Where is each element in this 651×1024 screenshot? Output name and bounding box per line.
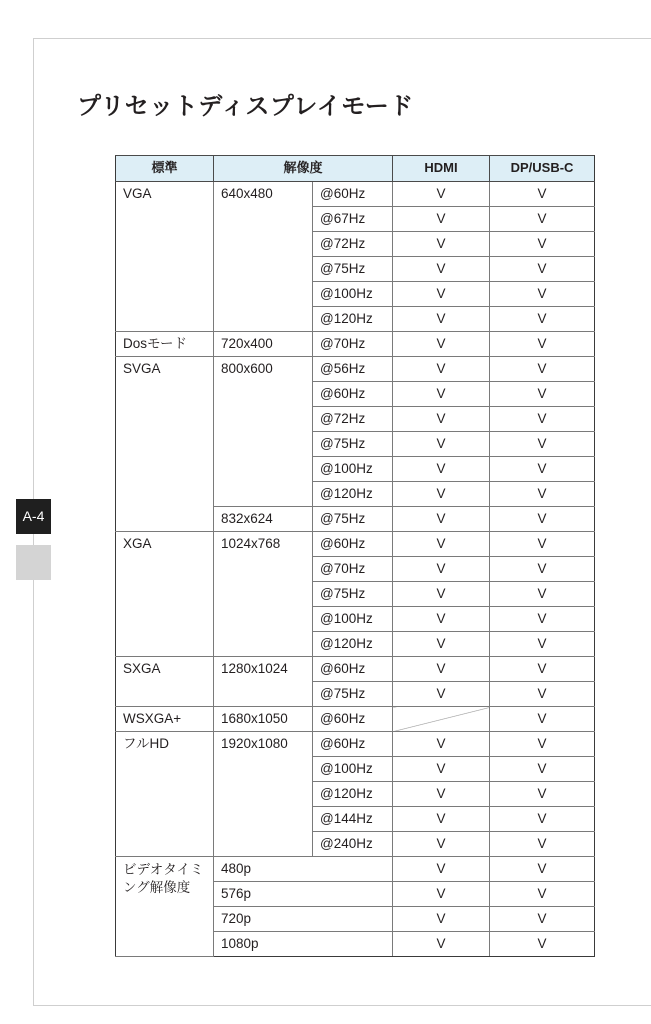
hdmi-cell: V [393, 482, 490, 507]
frequency-cell: @67Hz [313, 207, 393, 232]
hdmi-cell: V [393, 457, 490, 482]
dp-cell: V [490, 332, 595, 357]
mode-cell: ビデオタイミング解像度 [116, 857, 214, 957]
dp-cell: V [490, 457, 595, 482]
hdmi-cell: V [393, 807, 490, 832]
dp-cell: V [490, 432, 595, 457]
dp-cell: V [490, 857, 595, 882]
dp-cell: V [490, 307, 595, 332]
frequency-cell: @75Hz [313, 257, 393, 282]
resolution-cell: 480p [214, 857, 393, 882]
dp-cell: V [490, 757, 595, 782]
dp-cell: V [490, 282, 595, 307]
resolution-cell: 1680x1050 [214, 707, 313, 732]
hdmi-cell: V [393, 882, 490, 907]
hdmi-cell: V [393, 332, 490, 357]
dp-cell: V [490, 607, 595, 632]
frequency-cell: @72Hz [313, 232, 393, 257]
hdmi-cell: V [393, 207, 490, 232]
hdmi-cell: V [393, 582, 490, 607]
hdmi-cell: V [393, 282, 490, 307]
frequency-cell: @70Hz [313, 557, 393, 582]
hdmi-cell: V [393, 607, 490, 632]
dp-cell: V [490, 232, 595, 257]
frequency-cell: @120Hz [313, 307, 393, 332]
hdmi-cell: V [393, 657, 490, 682]
mode-cell: WSXGA+ [116, 707, 214, 732]
preset-display-mode-table [115, 155, 595, 957]
hdmi-cell: V [393, 432, 490, 457]
hdmi-cell: V [393, 732, 490, 757]
hdmi-cell: V [393, 907, 490, 932]
hdmi-cell: V [393, 257, 490, 282]
frequency-cell: @144Hz [313, 807, 393, 832]
resolution-cell: 832x624 [214, 507, 313, 532]
hdmi-cell: V [393, 507, 490, 532]
hdmi-cell: V [393, 682, 490, 707]
resolution-cell: 1280x1024 [214, 657, 313, 707]
header-hdmi: HDMI [393, 156, 490, 182]
dp-cell: V [490, 532, 595, 557]
dp-cell: V [490, 732, 595, 757]
frequency-cell: @100Hz [313, 457, 393, 482]
dp-cell: V [490, 257, 595, 282]
hdmi-cell: V [393, 407, 490, 432]
hdmi-not-supported-cell [393, 707, 490, 732]
hdmi-cell: V [393, 632, 490, 657]
mode-cell: SVGA [116, 357, 214, 532]
frequency-cell: @60Hz [313, 182, 393, 207]
mode-cell: フルHD [116, 732, 214, 857]
dp-cell: V [490, 832, 595, 857]
dp-cell: V [490, 807, 595, 832]
frequency-cell: @240Hz [313, 832, 393, 857]
resolution-cell: 576p [214, 882, 393, 907]
hdmi-cell: V [393, 532, 490, 557]
dp-cell: V [490, 707, 595, 732]
page-number-tab: A-4 [16, 499, 51, 534]
header-standard: 標準 [116, 156, 214, 182]
hdmi-cell: V [393, 832, 490, 857]
table-row [116, 332, 595, 357]
resolution-cell: 1920x1080 [214, 732, 313, 857]
hdmi-cell: V [393, 357, 490, 382]
side-marker-block [16, 545, 51, 580]
table-row [116, 532, 595, 557]
dp-cell: V [490, 407, 595, 432]
hdmi-cell: V [393, 857, 490, 882]
frequency-cell: @60Hz [313, 532, 393, 557]
resolution-cell: 640x480 [214, 182, 313, 332]
dp-cell: V [490, 882, 595, 907]
dp-cell: V [490, 357, 595, 382]
frequency-cell: @75Hz [313, 682, 393, 707]
table-header-row [116, 156, 595, 182]
page-title: プリセットディスプレイモード [77, 92, 414, 120]
hdmi-cell: V [393, 382, 490, 407]
frequency-cell: @75Hz [313, 432, 393, 457]
frequency-cell: @75Hz [313, 507, 393, 532]
frequency-cell: @60Hz [313, 707, 393, 732]
table-row [116, 857, 595, 882]
dp-cell: V [490, 507, 595, 532]
hdmi-cell: V [393, 557, 490, 582]
header-dp-usbc: DP/USB-C [490, 156, 595, 182]
frequency-cell: @60Hz [313, 732, 393, 757]
frequency-cell: @60Hz [313, 657, 393, 682]
dp-cell: V [490, 582, 595, 607]
dp-cell: V [490, 907, 595, 932]
table-row [116, 182, 595, 207]
frequency-cell: @100Hz [313, 607, 393, 632]
dp-cell: V [490, 182, 595, 207]
table-row [116, 707, 595, 732]
hdmi-cell: V [393, 307, 490, 332]
resolution-cell: 720x400 [214, 332, 313, 357]
hdmi-cell: V [393, 232, 490, 257]
mode-cell: XGA [116, 532, 214, 657]
hdmi-cell: V [393, 782, 490, 807]
frequency-cell: @100Hz [313, 757, 393, 782]
hdmi-cell: V [393, 182, 490, 207]
mode-cell: SXGA [116, 657, 214, 707]
mode-cell: Dosモード [116, 332, 214, 357]
frequency-cell: @72Hz [313, 407, 393, 432]
frequency-cell: @120Hz [313, 482, 393, 507]
header-resolution: 解像度 [214, 156, 393, 182]
frequency-cell: @60Hz [313, 382, 393, 407]
hdmi-cell: V [393, 757, 490, 782]
frequency-cell: @120Hz [313, 632, 393, 657]
table-row [116, 357, 595, 382]
dp-cell: V [490, 682, 595, 707]
table-row [116, 657, 595, 682]
resolution-cell: 1024x768 [214, 532, 313, 657]
frequency-cell: @70Hz [313, 332, 393, 357]
dp-cell: V [490, 657, 595, 682]
frequency-cell: @75Hz [313, 582, 393, 607]
dp-cell: V [490, 482, 595, 507]
dp-cell: V [490, 382, 595, 407]
dp-cell: V [490, 632, 595, 657]
dp-cell: V [490, 207, 595, 232]
frequency-cell: @120Hz [313, 782, 393, 807]
dp-cell: V [490, 932, 595, 957]
frequency-cell: @56Hz [313, 357, 393, 382]
resolution-cell: 1080p [214, 932, 393, 957]
mode-cell: VGA [116, 182, 214, 332]
frequency-cell: @100Hz [313, 282, 393, 307]
table-row [116, 732, 595, 757]
dp-cell: V [490, 782, 595, 807]
dp-cell: V [490, 557, 595, 582]
hdmi-cell: V [393, 932, 490, 957]
resolution-cell: 800x600 [214, 357, 313, 507]
resolution-cell: 720p [214, 907, 393, 932]
